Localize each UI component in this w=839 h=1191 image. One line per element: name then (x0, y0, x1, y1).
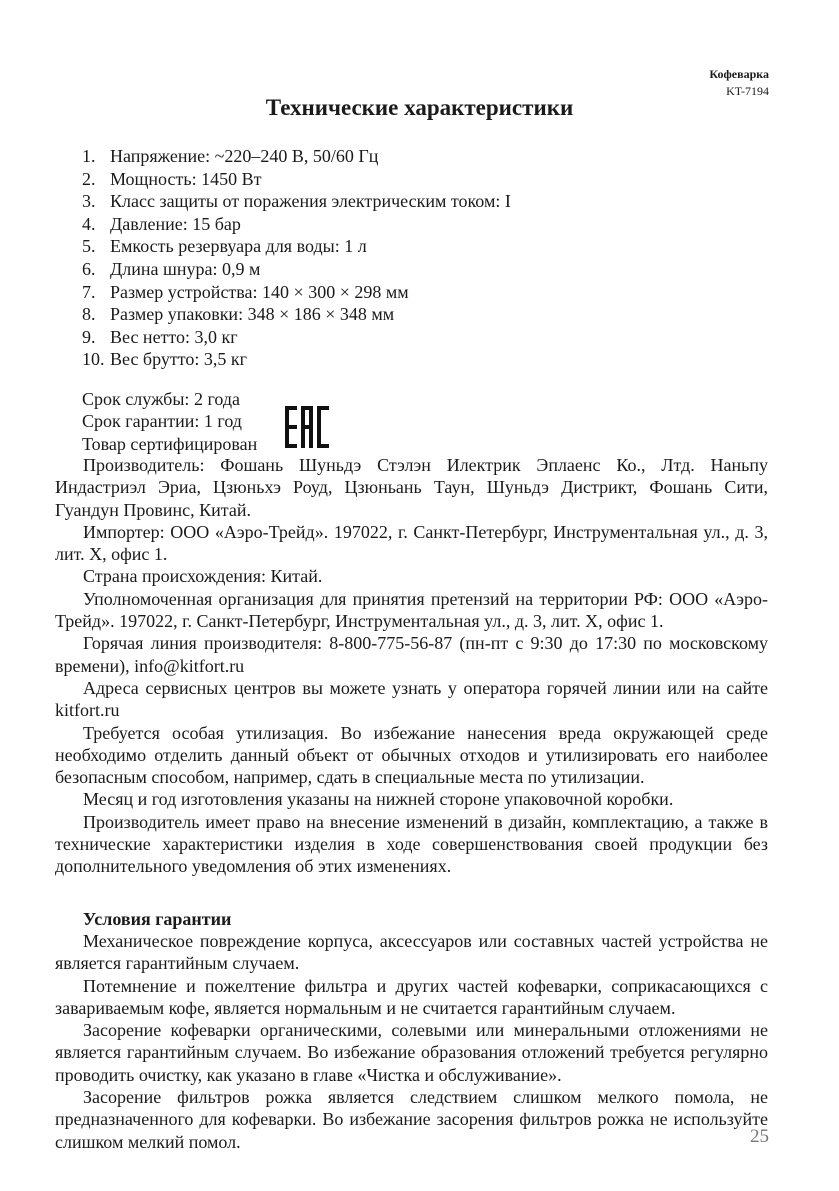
warranty-paragraph: Потемнение и пожелтение фильтра и других частей кофеварки, соприкасающихся с завариваемым кофе, является нормальным и не считается гарантийным случаем. (55, 975, 768, 1018)
main-text (55, 454, 768, 1153)
service-centers-paragraph: Адреса сервисных центров вы можете узнать у оператора горячей линии или на сайте kitfort.ru (55, 677, 768, 721)
spec-text: Класс защиты от поражения электрическим током: I (110, 191, 511, 212)
warranty-period: Срок гарантии: 1 год (82, 411, 242, 432)
spec-number: 7. (82, 281, 96, 302)
spec-list (82, 145, 511, 371)
product-name: Кофеварка (709, 67, 769, 81)
spec-number: 2. (82, 168, 96, 189)
spec-number: 3. (82, 191, 96, 212)
warranty-paragraph: Механическое повреждение корпуса, аксессуаров или составных частей устройства не является гарантийным случаем. (55, 930, 768, 974)
eac-logo-icon (285, 406, 329, 448)
spec-text: Вес брутто: 3,5 кг (110, 349, 247, 370)
spec-text: Размер устройства: 140 × 300 × 298 мм (110, 281, 409, 302)
spec-item (82, 326, 511, 349)
spec-text: Мощность: 1450 Вт (110, 168, 262, 189)
spec-text: Размер упаковки: 348 × 186 × 348 мм (110, 304, 395, 325)
hotline-paragraph: Горячая линия производителя: 8-800-775-56-87 (пн-пт с 9:30 до 17:30 по московскому времени), info@kitfort.ru (55, 633, 768, 676)
spec-item (82, 281, 511, 304)
spec-number: 5. (82, 236, 96, 257)
service-info (82, 388, 257, 455)
importer-paragraph: Импортер: ООО «Аэро-Трейд». 197022, г. Санкт-Петербург, Инструментальная ул., д. 3, лит. Х, офис 1. (55, 521, 768, 565)
page-title: Технические характеристики (265, 95, 574, 120)
page-number: 25 (750, 1126, 769, 1147)
spec-text: Вес нетто: 3,0 кг (110, 326, 238, 347)
spec-number: 4. (82, 213, 96, 234)
spec-item (82, 145, 511, 168)
spec-item (82, 258, 511, 281)
spec-item (82, 303, 511, 326)
manufacturer-paragraph: Производитель: Фошань Шуньдэ Стэлэн Илектрик Эплаенс Ко., Лтд. Наньпу Индастриэл Эриа, Цзюньхэ Роуд, Цзюньань Таун, Шуньдэ Дистрикт, Фошань Сити, Гуандун Провинс, Китай. (55, 455, 768, 520)
spec-number: 8. (82, 304, 96, 325)
product-model: KT-7194 (726, 84, 769, 98)
warranty-paragraph: Засорение кофеварки органическими, солевыми или минеральными отложениями не является гарантийным случаем. Во избежание образования отложений требуется регулярно проводить очистку, как указано в главе «Чистка и обслуживание». (55, 1020, 768, 1085)
changes-paragraph: Производитель имеет право на внесение изменений в дизайн, комплектацию, а также в технические характеристики изделия в ходе совершенствования своей продукции без дополнительного уведомления об этих изменениях. (55, 811, 768, 877)
spec-number: 1. (82, 146, 96, 166)
spec-text: Емкость резервуара для воды: 1 л (110, 236, 367, 257)
disposal-paragraph: Требуется особая утилизация. Во избежание нанесения вреда окружающей среде необходимо отделить данный объект от обычных отходов и утилизировать его наиболее безопасным способом, например, сдать в специальные места по утилизации. (55, 722, 768, 788)
production-date-paragraph: Месяц и год изготовления указаны на нижней стороне упаковочной коробки. (83, 789, 674, 810)
spec-number: 10. (82, 349, 105, 370)
spec-item (82, 213, 511, 236)
origin-paragraph: Страна происхождения: Китай. (83, 566, 323, 587)
authorized-org-paragraph: Уполномоченная организация для принятия претензий на территории РФ: ООО «Аэро-Трейд». 197022, г. Санкт-Петербург, Инструментальная ул., д. 3, лит. Х, офис 1. (55, 588, 768, 632)
warranty-paragraph: Засорение фильтров рожка является следствием слишком мелкого помола, не предназначенного для кофеварки. Во избежание засорения фильтров рожка не используйте слишком мелкий помол. (55, 1087, 768, 1152)
service-life: Срок службы: 2 года (82, 389, 241, 409)
spec-item (82, 235, 511, 258)
spec-text: Напряжение: ~220–240 В, 50/60 Гц (110, 146, 379, 166)
spec-text: Давление: 15 бар (110, 213, 241, 234)
warranty-heading: Условия гарантии (83, 908, 232, 929)
spec-item (82, 348, 511, 371)
spec-item (82, 190, 511, 213)
spec-text: Длина шнура: 0,9 м (110, 258, 261, 279)
spec-number: 9. (82, 326, 96, 347)
spec-number: 6. (82, 258, 96, 279)
certified-label: Товар сертифицирован (82, 433, 258, 454)
spec-item (82, 168, 511, 191)
